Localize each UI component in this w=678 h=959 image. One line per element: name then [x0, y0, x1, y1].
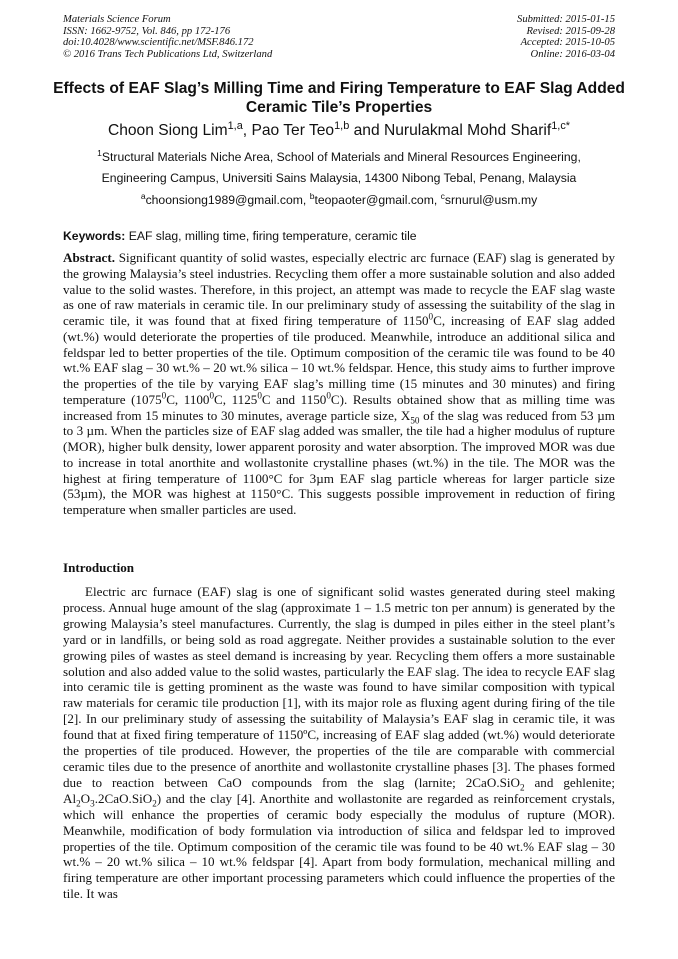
author-name: Pao Ter Teo: [251, 122, 335, 139]
author-separator: and: [349, 122, 384, 139]
subscript: 2: [519, 782, 525, 793]
journal-name: Materials Science Forum: [63, 14, 171, 25]
keywords: [63, 229, 615, 243]
degree-mark: 0: [161, 390, 167, 401]
subscript: 50: [410, 415, 420, 426]
online-date: Online: 2016-03-04: [530, 48, 615, 60]
abstract-text: C, increasing of EAF slag added (wt.%) would deteriorate the properties of tile produced. Meanwhile, introduce an additional silica and feldspar led to better properties of the tile. Optimum composition of the ceramic tile was found to be 40 wt.% EAF slag – 30 wt.% – 20 wt.% silica – 10 wt.% feldspar. Hence, this study aims to further improve the properties of the tile by varying EAF slag’s milling time (15 minutes and 30 minutes) and firing temperature (1075: [63, 313, 615, 407]
abstract-text: of the slag was reduced from 53 µm to 3 µm. When the particles size of EAF slag added was smaller, the tile had a higher modulus of rupture (MOR), higher bulk density, lower apparent porosity and water absorption. The improved MOR was due to increase in total anorthite and wollastonite crystalline phases (wt.%) in the tile. The MOR was the highest at firing temperature of 1100°C for 3µm EAF slag particle whereas for larger particle size (53µm), the MOR was highest at 1150°C. This suggests possible improvement in reduction of firing temperature when smaller particles are used.: [63, 407, 615, 517]
body-text: .2CaO.SiO: [94, 790, 153, 806]
degree-mark: 0: [209, 390, 215, 401]
email-mark: b: [309, 190, 315, 201]
dates-info: [517, 14, 615, 60]
email-address: choonsiong1989@gmail.com,: [145, 193, 310, 207]
journal-info: [63, 14, 272, 60]
affiliation-line-1: [0, 147, 678, 164]
author-affil-mark: 1,a: [227, 119, 243, 132]
abstract-text: C, 1100: [166, 391, 210, 407]
email-mark: a: [140, 190, 146, 201]
abstract-text: Significant quantity of solid wastes, especially electric arc furnace (EAF) slag is generated by the growing Malaysia’s steel industries. Recycling them offer a more sustainable solution and also added value to the solid wastes. Therefore, in this project, an attempt was made to recycle the EAF slag waste as one of raw materials in ceramic tile. In our preliminary study of assessing the suitability of the slag in ceramic tile, it was found that at fixed firing temperature of 1150: [63, 250, 615, 328]
copyright: © 2016 Trans Tech Publications Ltd, Switzerland: [63, 48, 273, 60]
abstract-text: C). Results obtained show that as milling time was increased from 15 minutes to 30 minutes, average particle size, X: [63, 391, 616, 423]
subscript: 2: [76, 798, 81, 809]
author-affil-mark: 1,c*: [551, 119, 571, 132]
revised-date: Revised: 2015-09-28: [526, 25, 615, 37]
subscript: 3: [90, 798, 95, 809]
abstract-text: C and 1150: [261, 391, 327, 407]
degree-mark: 0: [428, 311, 434, 322]
body-text: Electric arc furnace (EAF) slag is one of significant solid wastes generated during steel making process. Annual huge amount of the slag (approximate 1 – 1.5 metric ton per annum) is generated by the growing Malaysia’s steel manufactures. Currently, the slag is dumped in piles either in the steel plant’s yard or in landfills, or being sold as road aggregate. Neither provides a sustainable solution to the ever growing piles of wastes as steel demand is increasing by year. Recycling them offers a more sustainable solution and also added value to the solid wastes, particularly the EAF slag. The idea to recycle EAF slag into ceramic tile is getting prominent as the waste was found to have similar composition with typical raw materials for ceramic tile production [1], with its major role as fluxing agent during firing of the tile [2]. In our preliminary study of assessing the suitability of Malaysia’s EAF slag in ceramic tile, it was found that at fixed firing temperature of 1150ºC, increasing of EAF slag added (wt.%) would deteriorate the properties of tile produced. However, the properties of the tile are comparable with commercial ceramic tiles due to the presence of anorthite and wollastonite crystalline phases [3]. The phases formed due to reaction between CaO compounds from the slag (larnite; 2CaO.SiO: [63, 584, 615, 790]
subscript: 2: [152, 798, 157, 809]
affiliation-line-2: Engineering Campus, Universiti Sains Malaysia, 14300 Nibong Tebal, Penang, Malaysia: [101, 171, 577, 185]
author-name: Nurulakmal Mohd Sharif: [383, 122, 552, 139]
abstract-text: C, 1125: [214, 391, 258, 407]
body-text: O: [80, 790, 91, 806]
affiliation-text: Structural Materials Niche Area, School of Materials and Mineral Resources Engineering,: [101, 150, 581, 164]
keywords-label: Keywords:: [63, 229, 126, 243]
email-address: srnurul@usm.my: [444, 193, 538, 207]
abstract: [63, 250, 615, 518]
email-mark: c: [440, 190, 445, 201]
email-line: [0, 190, 678, 207]
degree-mark: 0: [326, 390, 331, 401]
introduction-heading: Introduction: [63, 560, 135, 575]
paper-title: Effects of EAF Slag’s Milling Time and Firing Temperature to EAF Slag Added Ceramic Tile’s Properties: [53, 80, 625, 116]
submitted-date: Submitted: 2015-01-15: [517, 14, 615, 25]
accepted-date: Accepted: 2015-10-05: [520, 37, 615, 49]
email-address: teopaoter@gmail.com,: [314, 193, 441, 207]
introduction-body: [63, 584, 615, 902]
doi: doi:10.4028/www.scientific.net/MSF.846.172: [63, 37, 254, 49]
issn: ISSN: 1662-9752, Vol. 846, pp 172-176: [63, 25, 231, 37]
affiliation-mark: 1: [97, 147, 102, 158]
author-list: [0, 119, 678, 140]
body-text: ) and the clay [4]. Anorthite and wollastonite are regarded as reinforcement crystals, which will enhance the properties of ceramic body especially the modulus of rupture (MOR). Meanwhile, modification of body formulation via introduction of silica and feldspar led to improved properties of the tile. Optimum composition of the ceramic tile was found to be 40 wt.% EAF slag – 30 wt.% – 20 wt.% silica – 10 wt.% feldspar [4]. Apart from body formulation, mechanical milling and firing temperature are other important processing parameters which could influence the properties of the tile. It was: [63, 790, 615, 902]
author-affil-mark: 1,b: [334, 119, 350, 132]
degree-mark: 0: [257, 390, 262, 401]
author-name: Choon Siong Lim: [107, 122, 228, 139]
keywords-text: EAF slag, milling time, firing temperature, ceramic tile: [125, 229, 417, 243]
body-text: and gehlenite; Al: [63, 774, 615, 806]
author-separator: ,: [242, 122, 252, 139]
abstract-label: Abstract.: [63, 250, 115, 265]
